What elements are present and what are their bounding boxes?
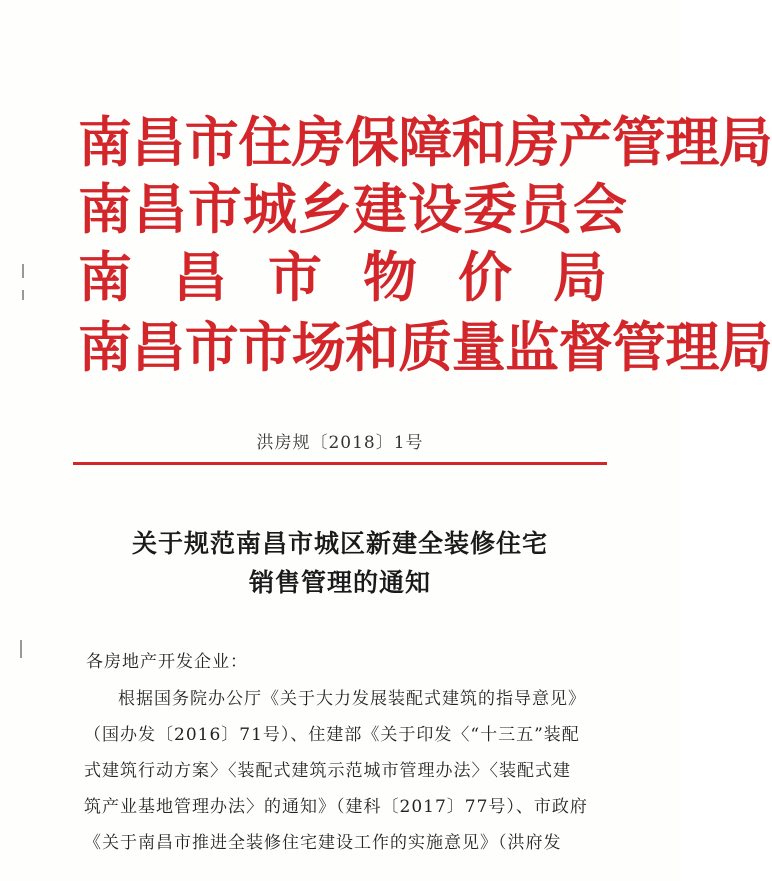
- agency-name-3: 南 昌 市 物 价 局: [78, 246, 601, 309]
- header-red-rule: [73, 462, 607, 465]
- body-line: 根据国务院办公厅《关于大力发展装配式建筑的指导意见》: [118, 689, 586, 709]
- notice-title-line-2: 销售管理的通知: [248, 568, 431, 597]
- document-number: 洪房规〔2018〕1号: [256, 433, 424, 453]
- notice-title-line-1: 关于规范南昌市城区新建全装修住宅: [131, 529, 548, 558]
- agency-name-4: 南昌市市场和质量监督管理局: [78, 316, 772, 379]
- agency-name-2: 南昌市城乡建设委员会: [78, 178, 628, 241]
- body-line: 筑产业基地管理办法〉的通知》（建科〔2017〕77号）、市政府: [84, 797, 588, 817]
- scan-mark: [20, 640, 22, 658]
- body-line: 《关于南昌市推进全装修住宅建设工作的实施意见》（洪府发: [84, 833, 562, 853]
- body-line: 式建筑行动方案〉〈装配式建筑示范城市管理办法〉〈装配式建: [84, 761, 571, 781]
- body-line: （国办发〔2016〕71号）、住建部《关于印发〈“十三五”装配: [84, 725, 580, 745]
- scan-mark: [22, 264, 24, 278]
- scan-mark: [22, 290, 24, 300]
- agency-name-1: 南昌市住房保障和房产管理局: [78, 111, 772, 174]
- addressee: 各房地产开发企业：: [86, 652, 248, 672]
